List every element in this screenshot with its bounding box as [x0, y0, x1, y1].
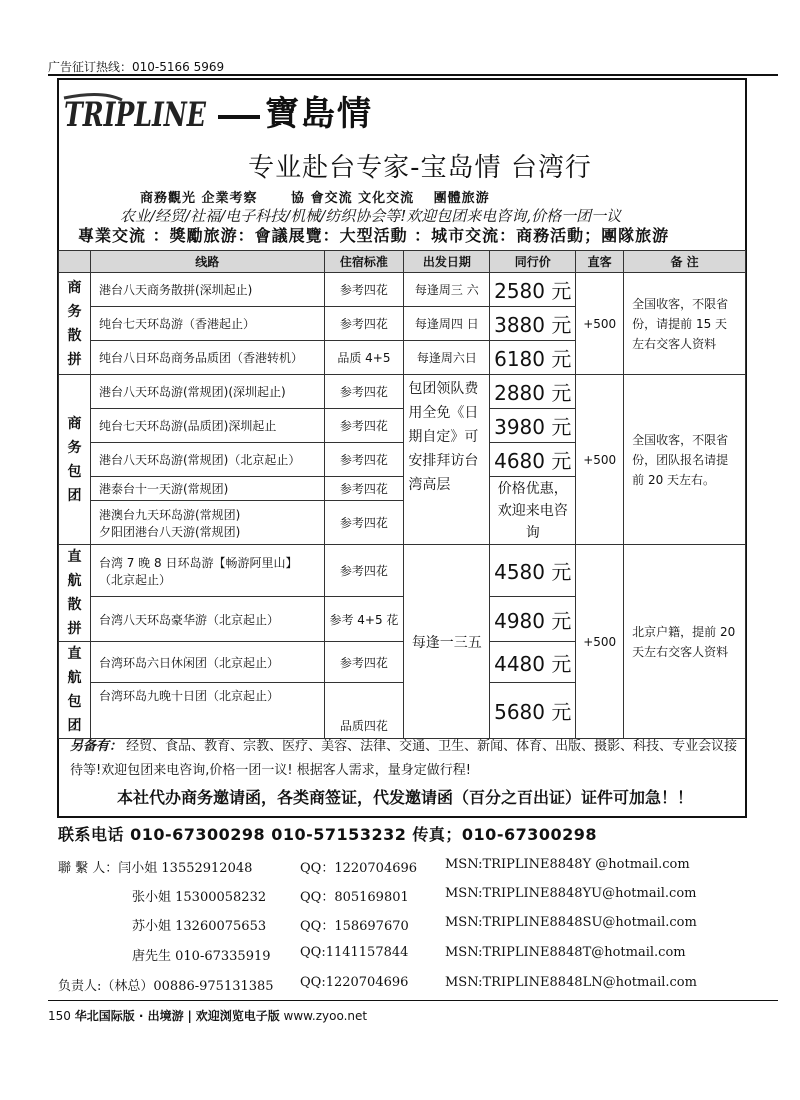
- contact-msn: MSN:TRIPLINE8848T@hotmail.com: [445, 945, 686, 960]
- hotel-cell: 参考四花: [324, 307, 404, 341]
- header-cell-direct: 直客: [576, 251, 624, 273]
- contact-msn: MSN:TRIPLINE8848YU@hotmail.com: [445, 886, 697, 901]
- contact-qq: QQ：805169801: [300, 890, 409, 905]
- direct-price-cell: +500: [576, 375, 624, 545]
- route-cell: [90, 501, 324, 545]
- date-cell: 每逢周四 日: [404, 307, 490, 341]
- contact-msn: MSN:TRIPLINE8848LN@hotmail.com: [445, 975, 697, 990]
- note-cell: 北京户籍，提前 20 天左右交客人资料: [624, 545, 746, 739]
- bottom-divider: [48, 1000, 778, 1001]
- also-available: [70, 735, 740, 783]
- route-cell: 台湾环岛六日休闲团（北京起止）: [90, 642, 324, 683]
- table-row: [59, 375, 746, 409]
- price-cell: 3980 元: [490, 409, 576, 443]
- hotel-cell: 参考四花: [324, 642, 404, 683]
- direct-price-cell: +500: [576, 273, 624, 375]
- date-cell: 包团领队费用全免《日期自定》可安排拜访台湾高层: [404, 375, 490, 545]
- footer-separator: |: [187, 1009, 192, 1023]
- consult-line: 农业/经贸/社福/电子科技/机械/纺织协会等!欢迎包团来电咨询,价格一团一议: [120, 207, 622, 225]
- contact-qq: QQ:1220704696: [300, 975, 409, 990]
- visa-service-note: 本社代办商务邀请函，各类商签证，代发邀请函（百分之百出证）证件可加急！！: [116, 788, 693, 807]
- contact-name: 聯 繫 人：闫小姐 13552912048: [58, 861, 253, 876]
- hotel-cell: 参考四花: [324, 375, 404, 409]
- price-cell: 2580 元: [490, 273, 576, 307]
- services-line: 商務觀光 企業考察 協 會交流 文化交流 團體旅游: [140, 191, 490, 206]
- hotel-cell: 品质四花: [324, 683, 404, 739]
- contact-name: 唐先生 010-67335919: [132, 949, 271, 964]
- category-cell: 商 务 包 团: [59, 375, 91, 545]
- footer-slogan: 欢迎浏览电子版: [195, 1009, 280, 1023]
- table-row: [59, 273, 746, 307]
- route-line: 港澳台九天环岛游(常规团): [98, 507, 241, 522]
- also-text: 经贸、食品、教育、宗教、医疗、美容、法律、交通、卫生、新闻、体育、出版、摄影、科技、专业会议接待等!欢迎包团来电咨询,价格一团一议! 根据客人需求，量身定做行程!: [70, 739, 738, 778]
- hotel-cell: 品质 4+5: [324, 341, 404, 375]
- hotel-cell: 参考四花: [324, 545, 404, 597]
- date-cell: 每逢周三 六: [404, 273, 490, 307]
- route-line: 台湾 7 晚 8 日环岛游【畅游阿里山】: [98, 555, 298, 570]
- header-cell-price: 同行价: [490, 251, 576, 273]
- contact-name: 负责人:（林总）00886-975131385: [58, 979, 274, 994]
- header-cell-date: 出发日期: [404, 251, 490, 273]
- contact-msn: MSN:TRIPLINE8848Y @hotmail.com: [445, 857, 690, 872]
- contact-qq: QQ：1220704696: [300, 861, 418, 876]
- category-cell: 直 航 包 团: [59, 642, 91, 739]
- route-cell: 纯台七天环岛游(品质团)深圳起止: [90, 409, 324, 443]
- price-cell: 5680 元: [490, 683, 576, 739]
- hotel-cell: 参考 4+5 花: [324, 597, 404, 642]
- contact-msn: MSN:TRIPLINE8848SU@hotmail.com: [445, 915, 697, 930]
- hotel-cell: 参考四花: [324, 409, 404, 443]
- date-cell: 每逢一三五: [404, 545, 490, 739]
- brand-title: 寶島情: [265, 94, 373, 134]
- contact-name: 苏小姐 13260075653: [132, 919, 267, 934]
- category-cell: 直 航 散 拼: [59, 545, 91, 642]
- also-label: 另备有：: [70, 739, 123, 754]
- ad-hotline: 广告征订热线：010-5166 5969: [48, 60, 225, 74]
- route-cell: 台湾环岛九晚十日团（北京起止）: [90, 683, 324, 739]
- logo-lettering: TRIPLINE: [64, 95, 207, 135]
- note-cell: 全国收客，不限省份，请提前 15 天左右交客人资料: [624, 273, 746, 375]
- table-row: [59, 545, 746, 597]
- price-cell: 2880 元: [490, 375, 576, 409]
- publication-name: 华北国际版 · 出境游: [74, 1009, 184, 1023]
- headline: 专业赴台专家-宝岛情 台湾行: [248, 153, 592, 183]
- price-cell: 4680 元: [490, 443, 576, 477]
- price-cell: 3880 元: [490, 307, 576, 341]
- hotel-cell: 参考四花: [324, 443, 404, 477]
- route-cell: 纯台八日环岛商务品质团（香港转机）: [90, 341, 324, 375]
- category-cell: 商 务 散 拼: [59, 273, 91, 375]
- price-cell: 4580 元: [490, 545, 576, 597]
- contact-qq: QQ：158697670: [300, 919, 409, 934]
- route-cell: 港台八天环岛游(常规团)（北京起止）: [90, 443, 324, 477]
- route-cell: 港台八天商务散拼(深圳起止): [90, 273, 324, 307]
- price-cell: 4980 元: [490, 597, 576, 642]
- route-cell: 港台八天环岛游(常规团)(深圳起止): [90, 375, 324, 409]
- page-number: 150: [48, 1009, 71, 1023]
- contact-name: 张小姐 15300058232: [132, 890, 267, 905]
- header-cell-note: 备 注: [624, 251, 746, 273]
- page-footer: [48, 1007, 367, 1024]
- route-cell: 台湾八天环岛豪华游（北京起止）: [90, 597, 324, 642]
- tour-price-table: [58, 250, 746, 739]
- date-cell: 每逢周六日: [404, 341, 490, 375]
- route-line: 夕阳团港台八天游(常规团): [98, 524, 241, 539]
- header-cell-route: 线路: [90, 251, 324, 273]
- route-cell: 港泰台十一天游(常规团): [90, 477, 324, 501]
- header-cell: [59, 251, 91, 273]
- route-cell: [90, 545, 324, 597]
- top-divider: [48, 74, 778, 76]
- contact-phone: 联系电话 010-67300298 010-57153232 传真；010-67300298: [58, 825, 598, 844]
- slogan-line: 專業交流 ：獎勵旅游：會議展覽：大型活動 ：城市交流：商務活動；團隊旅游: [78, 226, 670, 245]
- contact-qq: QQ:1141157844: [300, 945, 409, 960]
- route-cell: 纯台七天环岛游（香港起止）: [90, 307, 324, 341]
- hotel-cell: 参考四花: [324, 273, 404, 307]
- tripline-logo: [62, 88, 212, 138]
- route-line: （北京起止）: [98, 572, 171, 587]
- header-cell-hotel: 住宿标准: [324, 251, 404, 273]
- hotel-cell: 参考四花: [324, 501, 404, 545]
- direct-price-cell: +500: [576, 545, 624, 739]
- hotel-cell: 参考四花: [324, 477, 404, 501]
- footer-url[interactable]: www.zyoo.net: [283, 1009, 368, 1023]
- brand-dash: [218, 115, 260, 119]
- table-header: [59, 251, 746, 273]
- price-cell: 6180 元: [490, 341, 576, 375]
- price-cell: 4480 元: [490, 642, 576, 683]
- price-note-cell: 价格优惠，欢迎来电咨询: [490, 477, 576, 545]
- note-cell: 全国收客，不限省份，团队报名请提前 20 天左右。: [624, 375, 746, 545]
